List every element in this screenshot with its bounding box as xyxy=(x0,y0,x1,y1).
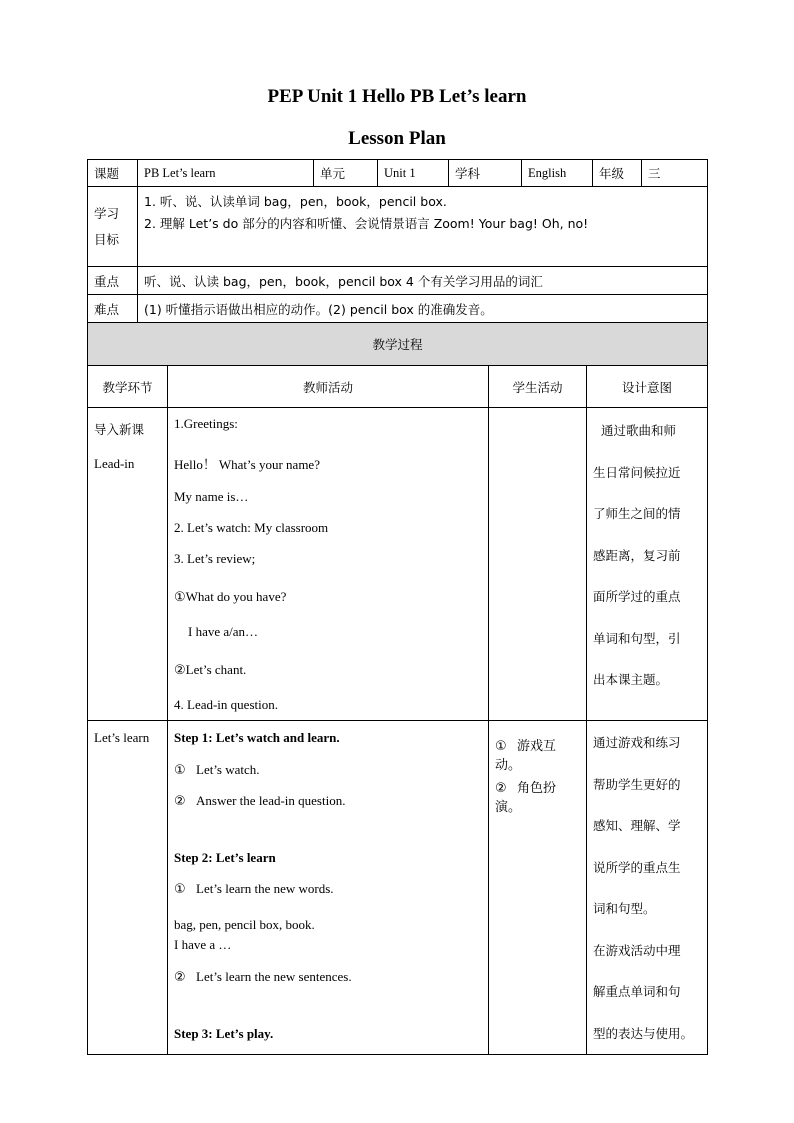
leadin-line-9: 4. Lead-in question. xyxy=(174,697,278,712)
leadin-student xyxy=(489,408,587,721)
topic-value: PB Let’s learn xyxy=(138,160,314,187)
step1-item-2 xyxy=(174,793,482,850)
leadin-line-4: 2. Let’s watch: My classroom xyxy=(174,520,329,535)
learn-intent xyxy=(587,721,708,1055)
process-table xyxy=(87,322,708,1055)
step2-item-2-text: Let’s learn the new sentences. xyxy=(196,969,352,984)
student-activity-1-text: 游戏互动。 xyxy=(495,739,557,773)
learn-intent-7: 解重点单词和句 xyxy=(593,984,681,999)
learn-teacher xyxy=(168,721,489,1055)
leadin-intent-2: 生日常问候拉近 xyxy=(593,464,681,480)
goals-label-line1: 学习 xyxy=(94,205,120,221)
key-label: 重点 xyxy=(88,267,138,295)
learn-intent-5: 词和句型。 xyxy=(593,901,656,916)
leadin-line-1: 1.Greetings: xyxy=(174,416,238,431)
goals-label-line2: 目标 xyxy=(94,231,120,247)
leadin-stage xyxy=(88,408,168,721)
topic-label: 课题 xyxy=(88,160,138,187)
grade-value: 三 xyxy=(642,160,708,187)
leadin-teacher xyxy=(168,408,489,721)
step2-words: bag, pen, pencil box, book. xyxy=(174,917,315,932)
info-table xyxy=(87,159,708,323)
key-value: 听、说、认读 bag，pen，book，pencil box 4 个有关学习用品的词汇 xyxy=(138,267,708,295)
leadin-stage-en: Lead-in xyxy=(94,456,135,471)
learn-intent-3: 感知、理解、学 xyxy=(593,818,681,833)
unit-label: 单元 xyxy=(314,160,378,187)
difficulty-label: 难点 xyxy=(88,295,138,323)
goal-2: 2. 理解 Let’s do 部分的内容和听懂、会说情景语言 Zoom! Your bag! Oh, no! xyxy=(144,216,589,231)
leadin-line-5: 3. Let’s review; xyxy=(174,551,256,566)
subject-label: 学科 xyxy=(449,160,522,187)
step2-item-1-num: ① xyxy=(174,882,186,897)
goals-label xyxy=(88,187,138,267)
document-subtitle: Lesson Plan xyxy=(348,128,446,149)
step1-item-1-text: Let’s watch. xyxy=(196,762,260,777)
header-student: 学生活动 xyxy=(489,366,587,408)
header-teacher: 教师活动 xyxy=(168,366,489,408)
goal-1: 1. 听、说、认读单词 bag，pen，book，pencil box. xyxy=(144,194,447,209)
difficulty-value: (1) 听懂指示语做出相应的动作。(2) pencil box 的准确发音。 xyxy=(138,295,708,323)
step3-title: Step 3: Let’s play. xyxy=(174,1026,274,1041)
leadin-line-2: Hello！ What’s your name? xyxy=(174,457,320,472)
process-band-title: 教学过程 xyxy=(88,323,708,366)
grade-label: 年级 xyxy=(593,160,642,187)
leadin-intent-3: 了师生之间的情 xyxy=(593,506,681,521)
learn-intent-2: 帮助学生更好的 xyxy=(593,776,681,792)
leadin-line-8: ②Let’s chant. xyxy=(174,662,247,677)
step2-item-1-text: Let’s learn the new words. xyxy=(196,881,334,896)
leadin-line-6: ①What do you have? xyxy=(174,589,287,604)
leadin-intent-6: 单词和句型，引 xyxy=(593,630,681,646)
header-stage: 教学环节 xyxy=(88,366,168,408)
learn-stage: Let’s learn xyxy=(88,721,168,1055)
learn-intent-8: 型的表达与使用。 xyxy=(593,1025,694,1041)
step2-item-2 xyxy=(174,969,482,1026)
student-activity-1 xyxy=(495,735,580,777)
student-activity-2-num: ② xyxy=(495,781,507,796)
student-activity-1-num: ① xyxy=(495,739,507,754)
leadin-line-7: I have a/an… xyxy=(188,624,259,639)
step1-item-2-num: ② xyxy=(174,794,186,809)
leadin-stage-cn: 导入新课 xyxy=(94,422,145,437)
student-activity-2 xyxy=(495,777,580,815)
document-title: PEP Unit 1 Hello PB Let’s learn xyxy=(267,86,527,107)
step1-item-1-num: ① xyxy=(174,763,186,778)
header-intent: 设计意图 xyxy=(587,366,708,408)
goals-value xyxy=(138,187,708,267)
learn-student xyxy=(489,721,587,1055)
learn-intent-4: 说所学的重点生 xyxy=(593,859,681,875)
step2-pattern: I have a … xyxy=(174,937,232,952)
leadin-intent-1: 通过歌曲和师 xyxy=(601,423,677,438)
learn-intent-6: 在游戏活动中理 xyxy=(593,942,681,958)
step2-item-1 xyxy=(174,881,482,917)
step2-title: Step 2: Let’s learn xyxy=(174,850,276,865)
leadin-line-3: My name is… xyxy=(174,489,249,504)
step1-title: Step 1: Let’s watch and learn. xyxy=(174,730,340,745)
leadin-intent-7: 出本课主题。 xyxy=(593,672,669,687)
leadin-intent-5: 面所学过的重点 xyxy=(593,589,681,604)
step1-item-2-text: Answer the lead-in question. xyxy=(196,793,346,808)
student-activity-2-text: 角色扮演。 xyxy=(495,781,557,815)
subject-value: English xyxy=(522,160,593,187)
step2-item-2-num: ② xyxy=(174,970,186,985)
step1-item-1 xyxy=(174,762,482,793)
leadin-intent xyxy=(587,408,708,721)
unit-value: Unit 1 xyxy=(378,160,449,187)
learn-intent-1: 通过游戏和练习 xyxy=(593,735,681,750)
leadin-intent-4: 感距离，复习前 xyxy=(593,547,681,563)
